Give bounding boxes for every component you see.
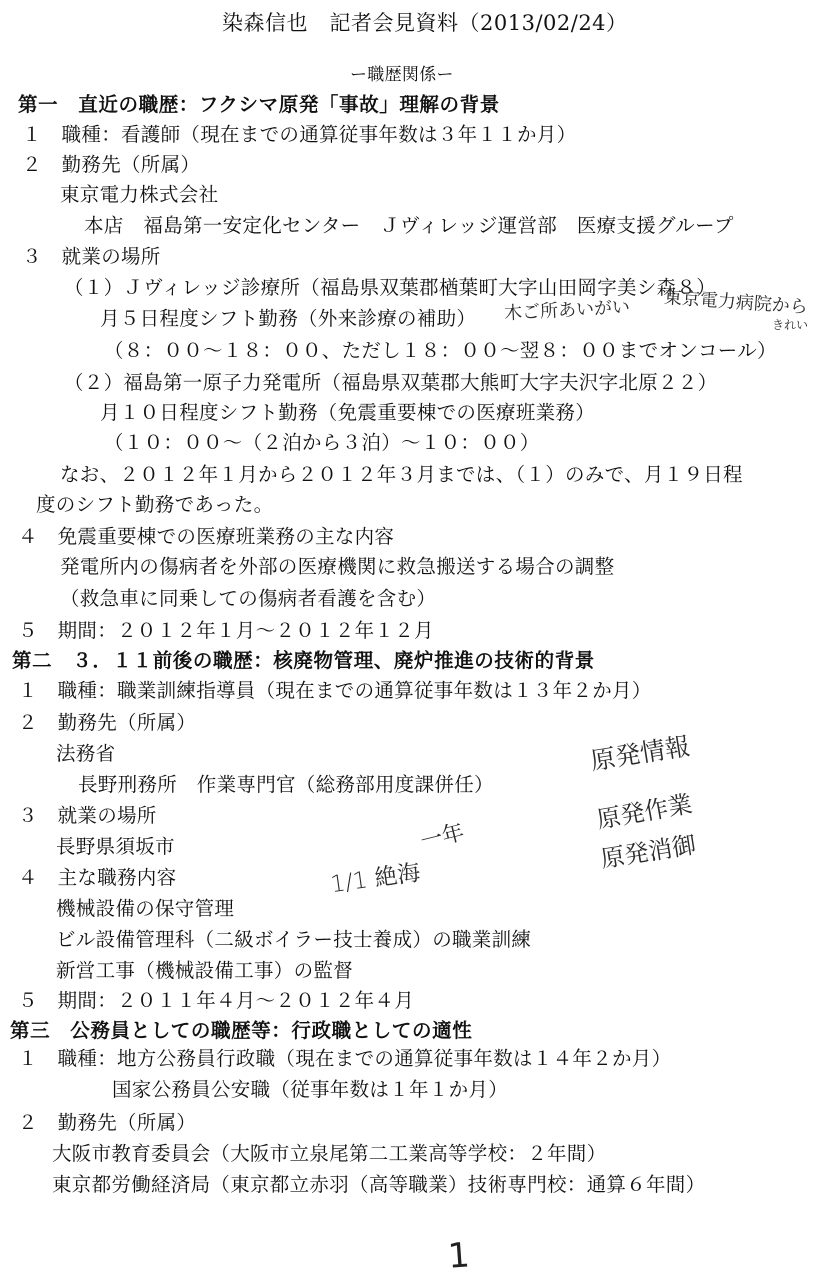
- document-title: 染森信也 記者会見資料（2013/02/24）: [222, 11, 628, 35]
- text-line: ４ 主な職務内容: [18, 866, 177, 889]
- text-line: １ 職種：地方公務員行政職（現在までの通算従事年数は１４年２か月）: [18, 1047, 672, 1070]
- text-line: （２）福島第一原子力発電所（福島県双葉郡大熊町大字夫沢字北原２２）: [64, 371, 718, 394]
- text-line: 月１０日程度シフト勤務（免震重要棟での医療班業務）: [100, 401, 596, 424]
- text-line: ２ 勤務先（所属）: [22, 153, 201, 176]
- text-line: ２ 勤務先（所属）: [18, 1111, 197, 1134]
- handwritten-note: きれい: [772, 318, 809, 332]
- text-line: ビル設備管理科（二級ボイラー技士養成）の職業訓練: [56, 928, 532, 951]
- section-heading: 第二 ３．１１前後の職歴：核廃物管理、廃炉推進の技術的背景: [12, 649, 595, 672]
- text-line: １ 職種：看護師（現在までの通算従事年数は３年１１か月）: [22, 123, 577, 146]
- handwritten-note: 1/1 絶海: [328, 859, 423, 899]
- text-line: 機械設備の保守管理: [56, 897, 235, 920]
- handwritten-note: 東京電力病院から: [663, 286, 809, 318]
- text-line: 東京都労働経済局（東京都立赤羽（高等職業）技術専門校：通算６年間）: [52, 1173, 706, 1196]
- handwritten-note: 原発消御: [598, 830, 698, 874]
- text-line: ５ 期間：２０１２年１月～２０１２年１２月: [18, 619, 434, 642]
- text-line: 発電所内の傷病者を外部の医療機関に救急搬送する場合の調整: [60, 555, 615, 578]
- text-line: 長野県須坂市: [56, 835, 175, 858]
- text-line: ３ 就業の場所: [22, 245, 161, 268]
- text-line: ３ 就業の場所: [18, 804, 157, 827]
- handwritten-note: 原発情報: [588, 731, 692, 776]
- text-line: （１０：００～（２泊から３泊）～１０：００）: [104, 431, 540, 454]
- handwritten-note: 原発作業: [594, 789, 695, 835]
- handwritten-note: 木ご所あいがい: [503, 296, 631, 325]
- text-line: 月５日程度シフト勤務（外来診療の補助）: [100, 307, 477, 330]
- page-number: 1: [446, 1235, 472, 1277]
- text-line: ２ 勤務先（所属）: [18, 711, 197, 734]
- text-line: なお、２０１２年１月から２０１２年３月までは、（１）のみで、月１９日程: [60, 463, 743, 486]
- section-heading: 第一 直近の職歴：フクシマ原発「事故」理解の背景: [18, 93, 500, 116]
- text-line: ５ 期間：２０１１年４月～２０１２年４月: [18, 989, 415, 1012]
- text-line: （１）Ｊヴィレッジ診療所（福島県双葉郡楢葉町大字山田岡字美シ森８）: [64, 276, 717, 299]
- section-heading: 第三 公務員としての職歴等：行政職としての適性: [10, 1019, 473, 1042]
- document-subtitle: ー職歴関係ー: [350, 65, 454, 85]
- text-line: 法務省: [56, 742, 116, 765]
- text-line: 長野刑務所 作業専門官（総務部用度課併任）: [78, 773, 494, 796]
- text-line: ４ 免震重要棟での医療班業務の主な内容: [18, 525, 395, 548]
- text-line: （８：００～１８：００、ただし１８：００～翌８：００までオンコール）: [104, 339, 777, 362]
- text-line: 新営工事（機械設備工事）の監督: [56, 959, 354, 982]
- text-line: 大阪市教育委員会（大阪市立泉尾第二工業高等学校：２年間）: [52, 1142, 607, 1165]
- text-line: １ 職種：職業訓練指導員（現在までの通算従事年数は１３年２か月）: [18, 679, 652, 702]
- text-line: 度のシフト勤務であった。: [36, 493, 274, 516]
- text-line: 国家公務員公安職（従事年数は１年１か月）: [112, 1078, 509, 1101]
- text-line: 東京電力株式会社: [60, 183, 219, 206]
- text-line: （救急車に同乗しての傷病者看護を含む）: [60, 587, 437, 610]
- text-line: 本店 福島第一安定化センター Ｊヴィレッジ運営部 医療支援グループ: [84, 214, 734, 237]
- handwritten-note: 一年: [418, 819, 467, 855]
